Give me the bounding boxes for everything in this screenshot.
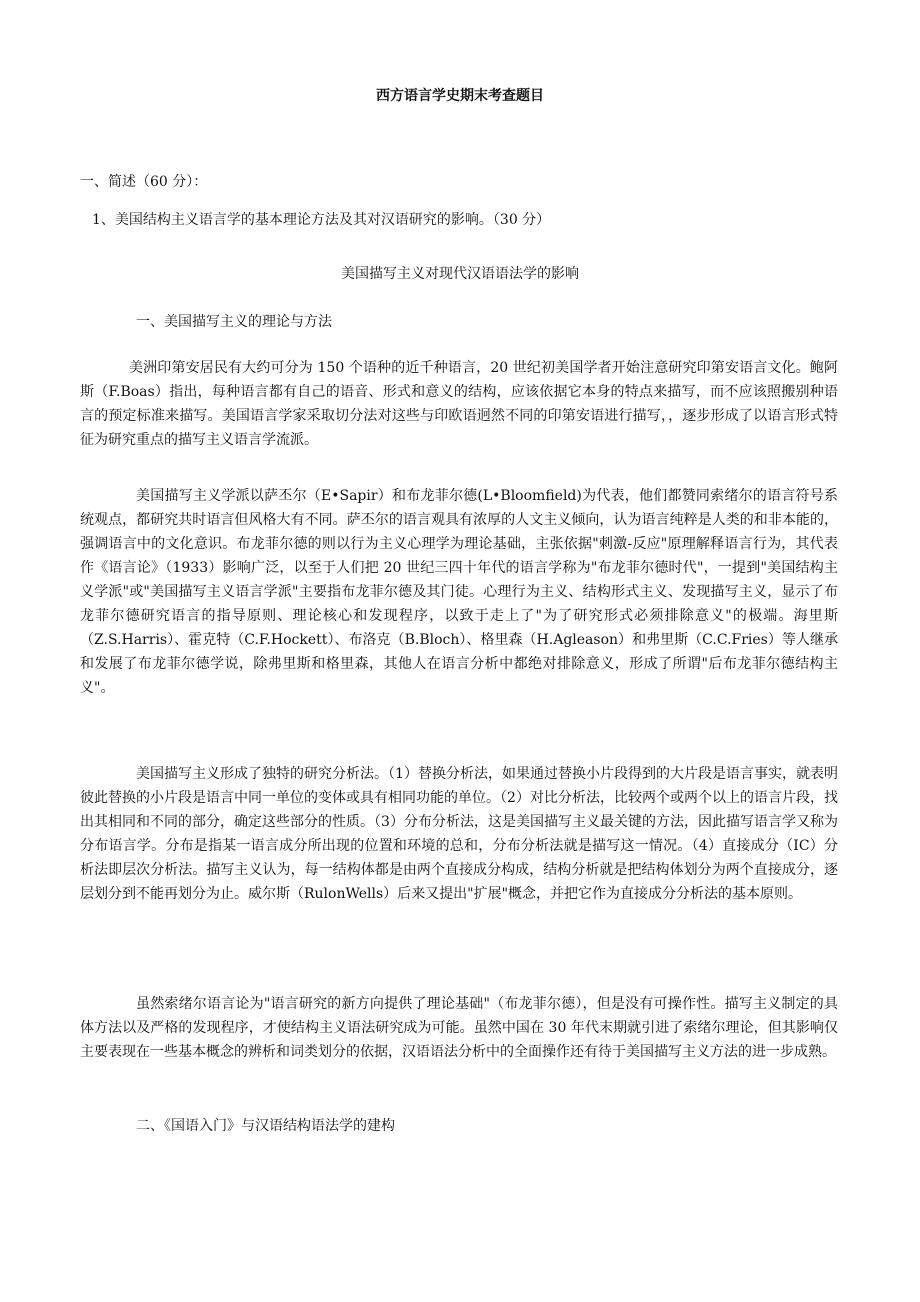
document-title: 西方语言学史期末考查题目	[376, 88, 544, 104]
paragraph-3: 美国描写主义形成了独特的研究分析法。（1）替换分析法，如果通过替换小片段得到的大片段是语言事实，就表明彼此替换的小片段是语言中同一单位的变体或具有相同功能的单位。（2）对比分析法，比较两个或两个以上的语言片段，找出其相同和不同的部分，确定这些部分的性质。（3）分布分析法，这是美国描写主义最关键的方法，因此描写语言学又称为分布语言学。分布是指某一语言成分所出现的位置和环境的总和，分布分析法就是描写这一情况。（4）直接成分（IC）分析法即层次分析法。描写主义认为，每一结构体都是由两个直接成分构成，结构分析就是把结构体划分为两个直接成分，逐层划分到不能再划分为止。威尔斯（RulonWells）后来又提出"扩展"概念，并把它作为直接成分分析法的基本原则。	[80, 766, 838, 902]
article-title: 美国描写主义对现代汉语语法学的影响	[341, 266, 579, 282]
subsection-heading-1: 一、美国描写主义的理论与方法	[136, 314, 332, 330]
subsection-heading-2: 二、《国语入门》与汉语结构语法学的建构	[136, 1118, 395, 1134]
section-heading: 一、简述（60 分）：	[80, 174, 208, 190]
question-text: 1、美国结构主义语言学的基本理论方法及其对汉语研究的影响。（30 分）	[92, 212, 551, 228]
paragraph-4: 虽然索绪尔语言论为"语言研究的新方向提供了理论基础"（布龙菲尔德），但是没有可操作性。描写主义制定的具体方法以及严格的发现程序，才使结构主义语法研究成为可能。虽然中国在 30 年代末期就引进了索绪尔理论，但其影响仅主要表现在一些基本概念的辨析和词类划分的依据，汉语语法分析中的全面操作还有待于美国描写主义方法的进一步成熟。	[80, 996, 838, 1060]
paragraph-1: 美洲印第安居民有大约可分为 150 个语种的近千种语言，20 世纪初美国学者开始注意研究印第安语言文化。鲍阿斯（F.Boas）指出，每种语言都有自己的语音、形式和意义的结构，应该依据它本身的特点来描写，而不应该照搬别种语言的预定标准来描写。美国语言学家采取切分法对这些与印欧语迥然不同的印第安语进行描写，，逐步形成了以语言形式特征为研究重点的描写主义语言学流派。	[80, 360, 838, 448]
paragraph-2: 美国描写主义学派以萨丕尔（E•Sapir）和布龙菲尔德(L•Bloomfield)为代表，他们都赞同索绪尔的语言符号系统观点，都研究共时语言但风格大有不同。萨丕尔的语言观具有浓厚的人文主义倾向，认为语言纯粹是人类的和非本能的，强调语言中的文化意识。布龙菲尔德的则以行为主义心理学为理论基础，主张依据"刺激-反应"原理解释语言行为，其代表作《语言论》（1933）影响广泛，以至于人们把 20 世纪三四十年代的语言学称为"布龙菲尔德时代"，一提到"美国结构主义学派"或"美国描写主义语言学派"主要指布龙菲尔德及其门徒。心理行为主义、结构形式主义、发现描写主义，显示了布龙菲尔德研究语言的指导原则、理论核心和发现程序，以致于走上了"为了研究形式必须排除意义"的极端。海里斯（Z.S.Harris）、霍克特（C.F.Hockett）、布洛克（B.Bloch）、格里森（H.Agleason）和弗里斯（C.C.Fries）等人继承和发展了布龙菲尔德学说，除弗里斯和格里森，其他人在语言分析中都绝对排除意义，形成了所谓"后布龙菲尔德结构主义"。	[80, 488, 838, 696]
